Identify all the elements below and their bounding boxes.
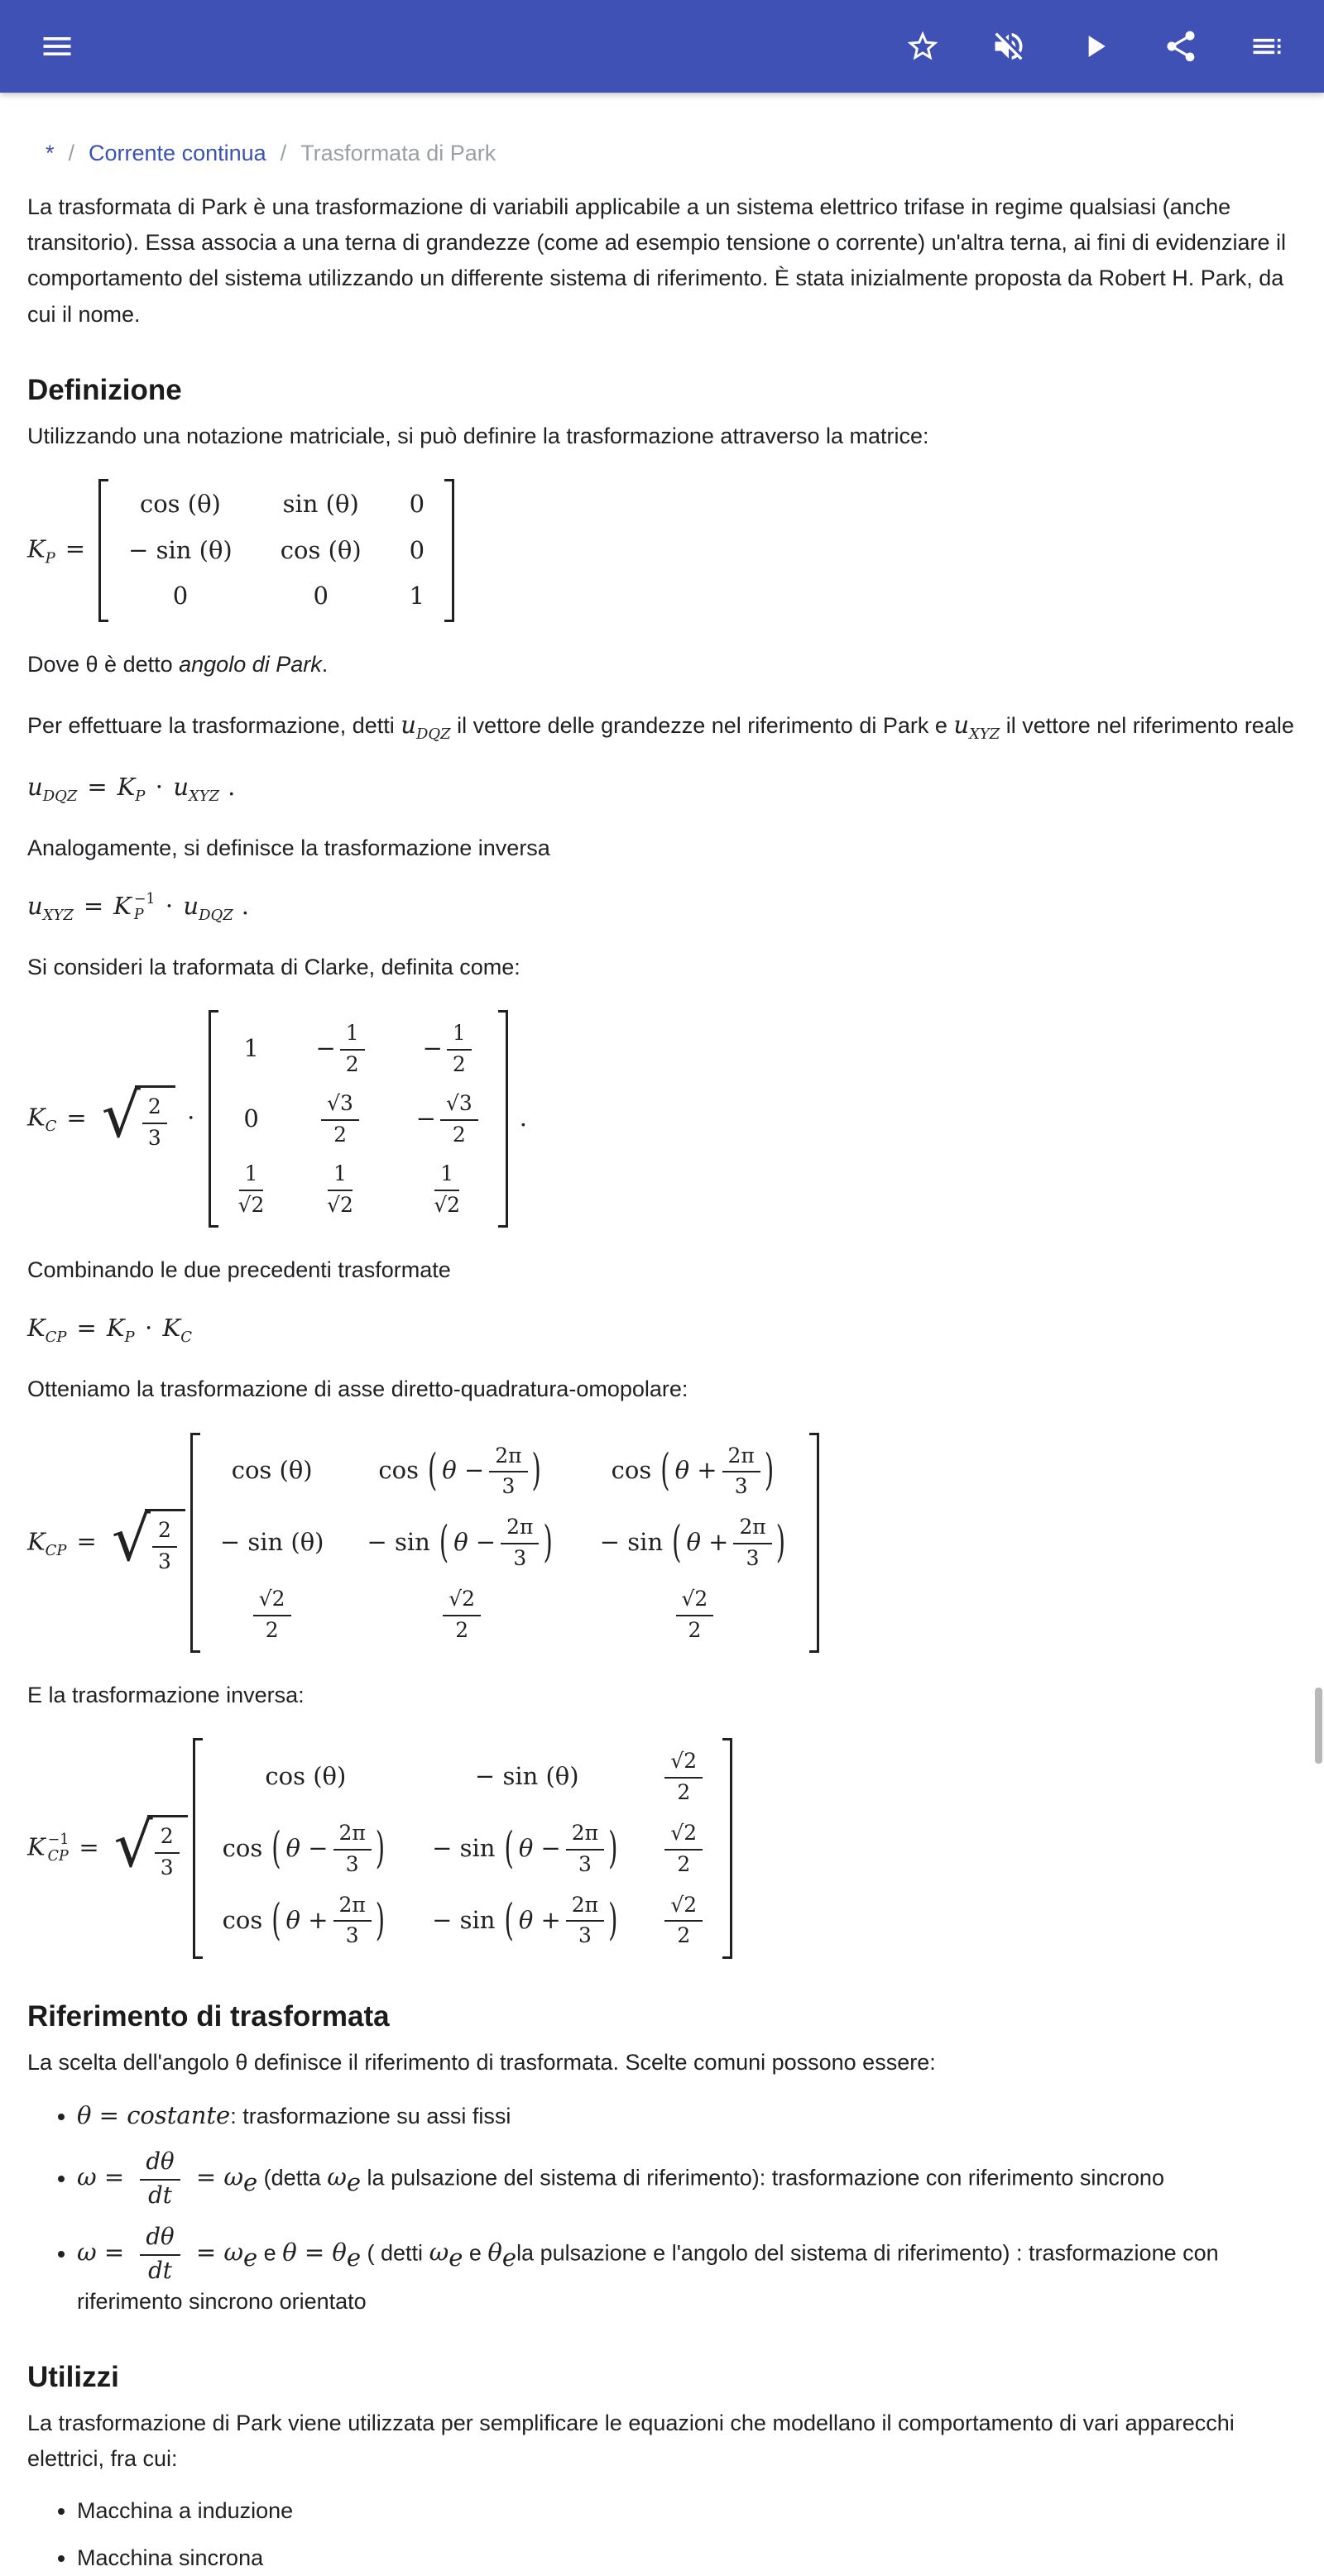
play-icon	[1077, 28, 1113, 65]
riferimento-list	[27, 2097, 1297, 2320]
favorite-button[interactable]	[902, 26, 943, 67]
breadcrumb-current-page: Trasformata di Park	[300, 141, 496, 165]
breadcrumb-separator: /	[68, 141, 75, 165]
formula-inverse-transform: $u_{XYZ} = K$ −1 P ⋅ $u_{DQZ}$ .	[27, 890, 249, 924]
riferimento-paragraph: La scelta dell'angolo θ definisce il riferimento di trasformata. Scelte comuni possono essere:	[27, 2049, 936, 2075]
definizione-paragraph-3: Analogamente, si definisce la trasformazione inversa	[27, 835, 550, 860]
breadcrumb	[46, 141, 1297, 166]
utilizzi-paragraph: La trasformazione di Park viene utilizzata per semplificare le equazioni che modellano il comportamento di vari apparecchi elettrici, fra cui:	[27, 2411, 1235, 2472]
share-icon	[1163, 28, 1199, 65]
angolo-di-park-emphasis: angolo di Park	[179, 652, 322, 677]
definizione-paragraph-1: Utilizzando una notazione matriciale, si può definire la trasformazione attraverso la matrice:	[27, 423, 929, 448]
list-item-macchina-induzione: • Macchina a induzione	[77, 2494, 1297, 2529]
scrollbar-thumb[interactable]	[1315, 1688, 1322, 1764]
list-item-riferimento-sincrono: • ω = $\frac{d\theta}{dt}$ = $\omega_e$ (detta $\omega_e$ la pulsazione del sistema di riferimento): trasformazione con riferimento sincrono	[77, 2147, 1297, 2210]
section-heading-riferimento: Riferimento di trasformata	[27, 1999, 390, 2033]
breadcrumb-root-link[interactable]: *	[46, 141, 55, 165]
breadcrumb-section-link[interactable]: Corrente continua	[89, 141, 266, 165]
definizione-paragraph-5: Combinando le due precedenti trasformate	[27, 1257, 451, 1282]
mute-button[interactable]	[988, 26, 1029, 67]
intro-paragraph: La trasformata di Park è una trasformazione di variabili applicabile a un sistema elettrico trifase in regime qualsiasi (anche transitorio). Essa associa a una terna di grandezze (come ad esempio tensione o corrente) un'altra terna, ai fini di evidenziare il comportamento del sistema utilizzando un differente sistema di riferimento. È stata inizialmente proposta da Robert H. Park, da cui il nome.	[27, 194, 1286, 327]
toc-icon	[1249, 28, 1285, 65]
star-outline-icon	[904, 28, 941, 65]
formula-kcp-inverse: K −1 CP = √ 2 3 cos (θ) − sin (θ) √2 2 cos ( θ − $\frac{2\pi}{3}$ ) − sin ( θ − $\frac{2\pi}{3}$ ) √2 2 cos ( θ + $\frac{2\pi}{3}$ ) − sin ( θ + $\frac{2\pi}{3}$ ) √2 2	[27, 1738, 1297, 1959]
menu-button[interactable]	[36, 26, 78, 67]
section-heading-utilizzi: Utilizzi	[27, 2361, 119, 2394]
formula-park-transform: $u_{DQZ} = K_P \cdot u_{XYZ}$ .	[27, 772, 236, 805]
formula-kp: $K_P$ = cos (θ) sin (θ) 0 − sin (θ) cos (θ) 0 0 0 1	[27, 479, 1297, 622]
square-root: √ 2 3	[112, 1509, 185, 1576]
matrix-kcp: cos (θ) cos ( θ − $\frac{2\pi}{3}$ ) cos ( θ + $\frac{2\pi}{3}$ ) − sin (θ) − sin ( θ − $\frac{2\pi}{3}$ ) − sin ( θ + $\frac{2\pi}{3}$ ) √2 2 √2 2 √2 2	[190, 1433, 819, 1654]
article-content	[0, 141, 1324, 2576]
square-root: √ 2 3	[102, 1085, 175, 1152]
matrix-kc: 1 − $\frac{1}{2}$ − $\frac{1}{2}$ 0 √3 2 − $\frac{√3}{2}$ 1 √2 1 √2 1 √2	[209, 1010, 508, 1228]
matrix-kp: cos (θ) sin (θ) 0 − sin (θ) cos (θ) 0 0 0 1	[98, 479, 454, 622]
section-heading-definizione: Definizione	[27, 373, 182, 406]
list-item-macchina-sincrona: • Macchina sincrona	[77, 2541, 1297, 2576]
matrix-kcp-inverse: cos (θ) − sin (θ) √2 2 cos ( θ − $\frac{2\pi}{3}$ ) − sin ( θ − $\frac{2\pi}{3}$ ) √2 2 cos ( θ + $\frac{2\pi}{3}$ ) − sin ( θ + $\frac{2\pi}{3}$ ) √2 2	[193, 1738, 733, 1959]
app-bar	[0, 0, 1324, 93]
definizione-paragraph-2: Per effettuare la trasformazione, detti $u_{DQZ}$ il vettore delle grandezze nel riferimento di Park e $u_{XYZ}$ il vettore nel riferimento reale	[27, 711, 1294, 743]
volume-off-icon	[991, 28, 1027, 65]
menu-icon	[39, 28, 75, 65]
toc-button[interactable]	[1246, 26, 1288, 67]
share-button[interactable]	[1160, 26, 1202, 67]
utilizzi-list	[27, 2494, 1297, 2576]
formula-kc: $K_C$ = √ 2 3 ⋅ 1 − $\frac{1}{2}$ − $\frac{1}{2}$ 0 √3 2 − $\frac{√3}{2}$ 1 √2 1 √2 1 √2 .	[27, 1010, 1297, 1228]
appbar-actions	[902, 26, 1288, 67]
square-root: √ 2 3	[114, 1815, 188, 1882]
list-item-assi-fissi: • θ = costante: trasformazione su assi fissi	[77, 2097, 1297, 2134]
definizione-paragraph-6: Otteniamo la trasformazione di asse diretto-quadratura-omopolare:	[27, 1377, 688, 1402]
breadcrumb-separator: /	[280, 141, 287, 165]
formula-kcp-product: $K_{CP} = K_P \cdot K_C$	[27, 1314, 192, 1346]
dove-paragraph: Dove θ è detto angolo di Park.	[27, 652, 329, 677]
play-button[interactable]	[1074, 26, 1115, 67]
definizione-paragraph-4: Si consideri la traformata di Clarke, definita come:	[27, 955, 520, 980]
formula-kcp: $K_{CP}$ = √ 2 3 cos (θ) cos ( θ − $\frac{2\pi}{3}$ ) cos ( θ + $\frac{2\pi}{3}$ ) − sin (θ) − sin ( θ − $\frac{2\pi}{3}$ ) − sin ( θ + $\frac{2\pi}{3}$ ) √2 2 √2 2 √2 2	[27, 1433, 1297, 1654]
definizione-paragraph-7: E la trasformazione inversa:	[27, 1683, 305, 1708]
list-item-sincrono-orientato: • ω = $\frac{d\theta}{dt}$ = $\omega_e$ e $\theta = \theta_e$ ( detti $\omega_e$ e $\theta_ela$ pulsazione e l'angolo del sistema di riferimento) : trasformazione con riferimento sincrono orientato	[77, 2223, 1297, 2320]
